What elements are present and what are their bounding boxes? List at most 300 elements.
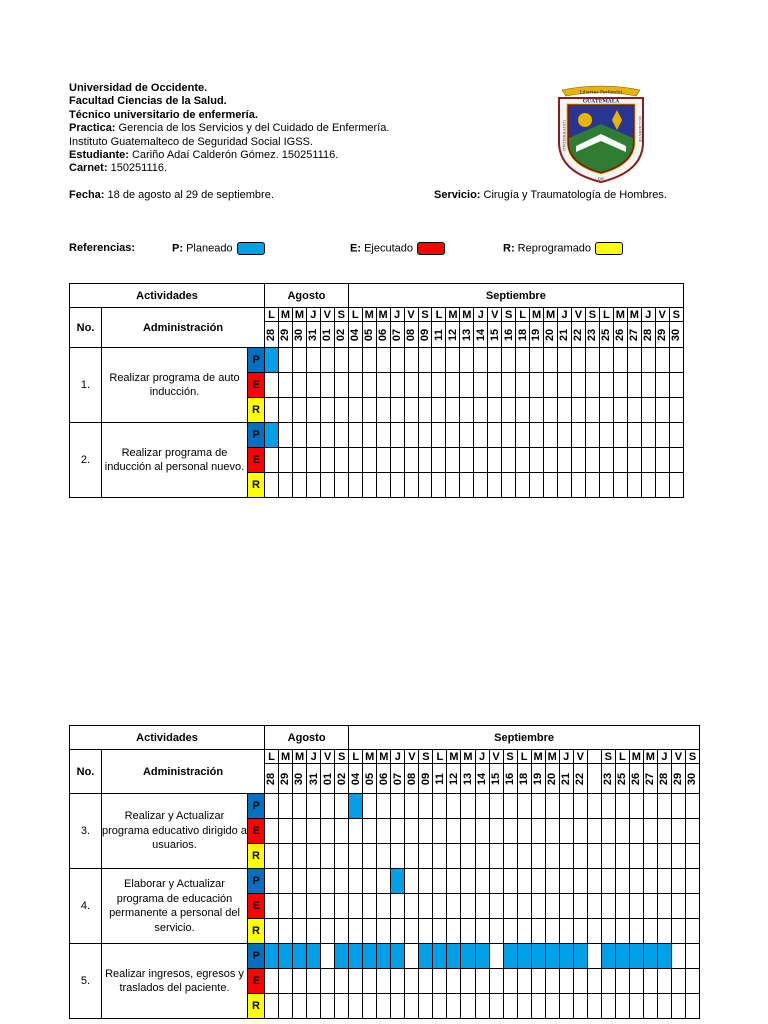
schedule-cell[interactable]: [573, 894, 587, 919]
schedule-cell[interactable]: [348, 348, 362, 373]
schedule-cell[interactable]: [657, 969, 671, 994]
schedule-cell[interactable]: [461, 919, 475, 944]
schedule-cell[interactable]: [419, 844, 433, 869]
schedule-cell[interactable]: [391, 894, 405, 919]
schedule-cell[interactable]: [615, 894, 629, 919]
schedule-cell[interactable]: [433, 944, 447, 969]
schedule-cell[interactable]: [641, 398, 655, 423]
schedule-cell[interactable]: [405, 969, 419, 994]
schedule-cell[interactable]: [405, 844, 419, 869]
schedule-cell[interactable]: [627, 398, 641, 423]
schedule-cell[interactable]: [516, 348, 530, 373]
schedule-cell[interactable]: [585, 448, 599, 473]
schedule-cell[interactable]: [489, 794, 503, 819]
schedule-cell[interactable]: [599, 373, 613, 398]
schedule-cell[interactable]: [447, 869, 461, 894]
schedule-cell[interactable]: [265, 969, 279, 994]
schedule-cell[interactable]: [321, 819, 335, 844]
schedule-cell[interactable]: [573, 969, 587, 994]
schedule-cell[interactable]: [349, 944, 363, 969]
schedule-cell[interactable]: [587, 844, 601, 869]
schedule-cell[interactable]: [545, 844, 559, 869]
schedule-cell[interactable]: [293, 794, 307, 819]
schedule-cell[interactable]: [404, 373, 418, 398]
schedule-cell[interactable]: [377, 844, 391, 869]
schedule-cell[interactable]: [432, 473, 446, 498]
schedule-cell[interactable]: [418, 373, 432, 398]
schedule-cell[interactable]: [559, 844, 573, 869]
schedule-cell[interactable]: [545, 969, 559, 994]
schedule-cell[interactable]: [376, 373, 390, 398]
schedule-cell[interactable]: [489, 844, 503, 869]
schedule-cell[interactable]: [643, 894, 657, 919]
schedule-cell[interactable]: [321, 844, 335, 869]
schedule-cell[interactable]: [559, 819, 573, 844]
schedule-cell[interactable]: [447, 919, 461, 944]
schedule-cell[interactable]: [587, 819, 601, 844]
schedule-cell[interactable]: [503, 819, 517, 844]
schedule-cell[interactable]: [613, 448, 627, 473]
schedule-cell[interactable]: [627, 448, 641, 473]
schedule-cell[interactable]: [391, 819, 405, 844]
schedule-cell[interactable]: [363, 994, 377, 1019]
schedule-cell[interactable]: [292, 348, 306, 373]
schedule-cell[interactable]: [278, 448, 292, 473]
schedule-cell[interactable]: [335, 969, 349, 994]
schedule-cell[interactable]: [587, 994, 601, 1019]
schedule-cell[interactable]: [587, 919, 601, 944]
schedule-cell[interactable]: [292, 473, 306, 498]
schedule-cell[interactable]: [278, 398, 292, 423]
schedule-cell[interactable]: [349, 844, 363, 869]
schedule-cell[interactable]: [475, 894, 489, 919]
schedule-cell[interactable]: [321, 869, 335, 894]
schedule-cell[interactable]: [362, 423, 376, 448]
schedule-cell[interactable]: [530, 473, 544, 498]
schedule-cell[interactable]: [474, 398, 488, 423]
schedule-cell[interactable]: [643, 994, 657, 1019]
schedule-cell[interactable]: [599, 448, 613, 473]
schedule-cell[interactable]: [390, 448, 404, 473]
schedule-cell[interactable]: [558, 473, 572, 498]
schedule-cell[interactable]: [460, 373, 474, 398]
schedule-cell[interactable]: [405, 994, 419, 1019]
schedule-cell[interactable]: [307, 969, 321, 994]
schedule-cell[interactable]: [503, 869, 517, 894]
schedule-cell[interactable]: [390, 473, 404, 498]
schedule-cell[interactable]: [419, 869, 433, 894]
schedule-cell[interactable]: [363, 969, 377, 994]
schedule-cell[interactable]: [627, 423, 641, 448]
schedule-cell[interactable]: [433, 994, 447, 1019]
schedule-cell[interactable]: [433, 894, 447, 919]
schedule-cell[interactable]: [460, 473, 474, 498]
schedule-cell[interactable]: [545, 869, 559, 894]
schedule-cell[interactable]: [488, 423, 502, 448]
schedule-cell[interactable]: [460, 348, 474, 373]
schedule-cell[interactable]: [615, 819, 629, 844]
schedule-cell[interactable]: [292, 398, 306, 423]
schedule-cell[interactable]: [377, 919, 391, 944]
schedule-cell[interactable]: [404, 348, 418, 373]
schedule-cell[interactable]: [489, 994, 503, 1019]
schedule-cell[interactable]: [279, 919, 293, 944]
schedule-cell[interactable]: [516, 373, 530, 398]
schedule-cell[interactable]: [559, 919, 573, 944]
schedule-cell[interactable]: [601, 869, 615, 894]
schedule-cell[interactable]: [572, 373, 586, 398]
schedule-cell[interactable]: [334, 448, 348, 473]
schedule-cell[interactable]: [572, 423, 586, 448]
schedule-cell[interactable]: [461, 869, 475, 894]
schedule-cell[interactable]: [544, 473, 558, 498]
schedule-cell[interactable]: [544, 398, 558, 423]
schedule-cell[interactable]: [278, 473, 292, 498]
schedule-cell[interactable]: [685, 944, 699, 969]
schedule-cell[interactable]: [559, 794, 573, 819]
schedule-cell[interactable]: [460, 398, 474, 423]
schedule-cell[interactable]: [530, 448, 544, 473]
schedule-cell[interactable]: [363, 944, 377, 969]
schedule-cell[interactable]: [627, 373, 641, 398]
schedule-cell[interactable]: [307, 869, 321, 894]
schedule-cell[interactable]: [265, 373, 279, 398]
schedule-cell[interactable]: [292, 373, 306, 398]
schedule-cell[interactable]: [335, 919, 349, 944]
schedule-cell[interactable]: [474, 348, 488, 373]
schedule-cell[interactable]: [685, 844, 699, 869]
schedule-cell[interactable]: [306, 473, 320, 498]
schedule-cell[interactable]: [306, 398, 320, 423]
schedule-cell[interactable]: [475, 919, 489, 944]
schedule-cell[interactable]: [671, 919, 685, 944]
schedule-cell[interactable]: [489, 969, 503, 994]
schedule-cell[interactable]: [671, 819, 685, 844]
schedule-cell[interactable]: [390, 423, 404, 448]
schedule-cell[interactable]: [544, 423, 558, 448]
schedule-cell[interactable]: [544, 448, 558, 473]
schedule-cell[interactable]: [363, 869, 377, 894]
schedule-cell[interactable]: [503, 894, 517, 919]
schedule-cell[interactable]: [517, 819, 531, 844]
schedule-cell[interactable]: [572, 348, 586, 373]
schedule-cell[interactable]: [671, 894, 685, 919]
schedule-cell[interactable]: [432, 423, 446, 448]
schedule-cell[interactable]: [599, 423, 613, 448]
schedule-cell[interactable]: [601, 969, 615, 994]
schedule-cell[interactable]: [627, 473, 641, 498]
schedule-cell[interactable]: [629, 969, 643, 994]
schedule-cell[interactable]: [293, 944, 307, 969]
schedule-cell[interactable]: [475, 819, 489, 844]
schedule-cell[interactable]: [517, 994, 531, 1019]
schedule-cell[interactable]: [390, 348, 404, 373]
schedule-cell[interactable]: [671, 969, 685, 994]
schedule-cell[interactable]: [320, 473, 334, 498]
schedule-cell[interactable]: [615, 994, 629, 1019]
schedule-cell[interactable]: [531, 844, 545, 869]
schedule-cell[interactable]: [377, 969, 391, 994]
schedule-cell[interactable]: [572, 473, 586, 498]
schedule-cell[interactable]: [376, 398, 390, 423]
schedule-cell[interactable]: [517, 894, 531, 919]
schedule-cell[interactable]: [279, 819, 293, 844]
schedule-cell[interactable]: [293, 894, 307, 919]
schedule-cell[interactable]: [419, 969, 433, 994]
schedule-cell[interactable]: [545, 944, 559, 969]
schedule-cell[interactable]: [558, 398, 572, 423]
schedule-cell[interactable]: [517, 869, 531, 894]
schedule-cell[interactable]: [461, 969, 475, 994]
schedule-cell[interactable]: [321, 794, 335, 819]
schedule-cell[interactable]: [391, 969, 405, 994]
schedule-cell[interactable]: [530, 348, 544, 373]
schedule-cell[interactable]: [488, 348, 502, 373]
schedule-cell[interactable]: [587, 794, 601, 819]
schedule-cell[interactable]: [503, 794, 517, 819]
schedule-cell[interactable]: [502, 473, 516, 498]
schedule-cell[interactable]: [404, 473, 418, 498]
schedule-cell[interactable]: [278, 348, 292, 373]
schedule-cell[interactable]: [559, 869, 573, 894]
schedule-cell[interactable]: [502, 448, 516, 473]
schedule-cell[interactable]: [265, 348, 279, 373]
schedule-cell[interactable]: [669, 398, 683, 423]
schedule-cell[interactable]: [615, 844, 629, 869]
schedule-cell[interactable]: [447, 944, 461, 969]
schedule-cell[interactable]: [405, 944, 419, 969]
schedule-cell[interactable]: [474, 473, 488, 498]
schedule-cell[interactable]: [279, 869, 293, 894]
schedule-cell[interactable]: [573, 869, 587, 894]
schedule-cell[interactable]: [669, 348, 683, 373]
schedule-cell[interactable]: [307, 794, 321, 819]
schedule-cell[interactable]: [307, 844, 321, 869]
schedule-cell[interactable]: [377, 869, 391, 894]
schedule-cell[interactable]: [447, 894, 461, 919]
schedule-cell[interactable]: [348, 448, 362, 473]
schedule-cell[interactable]: [391, 869, 405, 894]
schedule-cell[interactable]: [363, 819, 377, 844]
schedule-cell[interactable]: [601, 819, 615, 844]
schedule-cell[interactable]: [601, 994, 615, 1019]
schedule-cell[interactable]: [265, 819, 279, 844]
schedule-cell[interactable]: [461, 944, 475, 969]
schedule-cell[interactable]: [418, 473, 432, 498]
schedule-cell[interactable]: [447, 969, 461, 994]
schedule-cell[interactable]: [530, 398, 544, 423]
schedule-cell[interactable]: [489, 919, 503, 944]
schedule-cell[interactable]: [641, 448, 655, 473]
schedule-cell[interactable]: [615, 794, 629, 819]
schedule-cell[interactable]: [279, 969, 293, 994]
schedule-cell[interactable]: [613, 373, 627, 398]
schedule-cell[interactable]: [279, 794, 293, 819]
schedule-cell[interactable]: [559, 969, 573, 994]
schedule-cell[interactable]: [433, 919, 447, 944]
schedule-cell[interactable]: [278, 423, 292, 448]
schedule-cell[interactable]: [503, 969, 517, 994]
schedule-cell[interactable]: [432, 448, 446, 473]
schedule-cell[interactable]: [321, 894, 335, 919]
schedule-cell[interactable]: [573, 794, 587, 819]
schedule-cell[interactable]: [265, 919, 279, 944]
schedule-cell[interactable]: [641, 373, 655, 398]
schedule-cell[interactable]: [475, 794, 489, 819]
schedule-cell[interactable]: [558, 423, 572, 448]
schedule-cell[interactable]: [545, 894, 559, 919]
schedule-cell[interactable]: [418, 448, 432, 473]
schedule-cell[interactable]: [599, 348, 613, 373]
schedule-cell[interactable]: [363, 794, 377, 819]
schedule-cell[interactable]: [685, 869, 699, 894]
schedule-cell[interactable]: [685, 994, 699, 1019]
schedule-cell[interactable]: [320, 448, 334, 473]
schedule-cell[interactable]: [446, 473, 460, 498]
schedule-cell[interactable]: [613, 348, 627, 373]
schedule-cell[interactable]: [376, 423, 390, 448]
schedule-cell[interactable]: [669, 373, 683, 398]
schedule-cell[interactable]: [460, 448, 474, 473]
schedule-cell[interactable]: [531, 969, 545, 994]
schedule-cell[interactable]: [585, 423, 599, 448]
schedule-cell[interactable]: [655, 398, 669, 423]
schedule-cell[interactable]: [671, 944, 685, 969]
schedule-cell[interactable]: [293, 844, 307, 869]
schedule-cell[interactable]: [641, 423, 655, 448]
schedule-cell[interactable]: [613, 398, 627, 423]
schedule-cell[interactable]: [363, 919, 377, 944]
schedule-cell[interactable]: [475, 869, 489, 894]
schedule-cell[interactable]: [643, 919, 657, 944]
schedule-cell[interactable]: [488, 448, 502, 473]
schedule-cell[interactable]: [601, 944, 615, 969]
schedule-cell[interactable]: [279, 944, 293, 969]
schedule-cell[interactable]: [629, 869, 643, 894]
schedule-cell[interactable]: [615, 869, 629, 894]
schedule-cell[interactable]: [307, 919, 321, 944]
schedule-cell[interactable]: [489, 944, 503, 969]
schedule-cell[interactable]: [517, 844, 531, 869]
schedule-cell[interactable]: [474, 373, 488, 398]
schedule-cell[interactable]: [643, 844, 657, 869]
schedule-cell[interactable]: [265, 869, 279, 894]
schedule-cell[interactable]: [587, 894, 601, 919]
schedule-cell[interactable]: [531, 819, 545, 844]
schedule-cell[interactable]: [377, 794, 391, 819]
schedule-cell[interactable]: [685, 919, 699, 944]
schedule-cell[interactable]: [489, 869, 503, 894]
schedule-cell[interactable]: [433, 819, 447, 844]
schedule-cell[interactable]: [585, 348, 599, 373]
schedule-cell[interactable]: [433, 794, 447, 819]
schedule-cell[interactable]: [446, 448, 460, 473]
schedule-cell[interactable]: [558, 448, 572, 473]
schedule-cell[interactable]: [377, 944, 391, 969]
schedule-cell[interactable]: [559, 994, 573, 1019]
schedule-cell[interactable]: [629, 894, 643, 919]
schedule-cell[interactable]: [531, 869, 545, 894]
schedule-cell[interactable]: [432, 373, 446, 398]
schedule-cell[interactable]: [279, 844, 293, 869]
schedule-cell[interactable]: [643, 969, 657, 994]
schedule-cell[interactable]: [544, 348, 558, 373]
schedule-cell[interactable]: [572, 398, 586, 423]
schedule-cell[interactable]: [613, 473, 627, 498]
schedule-cell[interactable]: [657, 944, 671, 969]
schedule-cell[interactable]: [475, 844, 489, 869]
schedule-cell[interactable]: [320, 348, 334, 373]
schedule-cell[interactable]: [516, 473, 530, 498]
schedule-cell[interactable]: [657, 919, 671, 944]
schedule-cell[interactable]: [334, 373, 348, 398]
schedule-cell[interactable]: [433, 869, 447, 894]
schedule-cell[interactable]: [446, 348, 460, 373]
schedule-cell[interactable]: [671, 869, 685, 894]
schedule-cell[interactable]: [419, 894, 433, 919]
schedule-cell[interactable]: [335, 944, 349, 969]
schedule-cell[interactable]: [573, 844, 587, 869]
schedule-cell[interactable]: [685, 819, 699, 844]
schedule-cell[interactable]: [601, 919, 615, 944]
schedule-cell[interactable]: [419, 819, 433, 844]
schedule-cell[interactable]: [629, 919, 643, 944]
schedule-cell[interactable]: [292, 448, 306, 473]
schedule-cell[interactable]: [641, 473, 655, 498]
schedule-cell[interactable]: [320, 398, 334, 423]
schedule-cell[interactable]: [433, 969, 447, 994]
schedule-cell[interactable]: [335, 819, 349, 844]
schedule-cell[interactable]: [599, 473, 613, 498]
schedule-cell[interactable]: [685, 894, 699, 919]
schedule-cell[interactable]: [558, 373, 572, 398]
schedule-cell[interactable]: [265, 894, 279, 919]
schedule-cell[interactable]: [418, 348, 432, 373]
schedule-cell[interactable]: [348, 398, 362, 423]
schedule-cell[interactable]: [404, 398, 418, 423]
schedule-cell[interactable]: [390, 373, 404, 398]
schedule-cell[interactable]: [307, 944, 321, 969]
schedule-cell[interactable]: [405, 919, 419, 944]
schedule-cell[interactable]: [376, 448, 390, 473]
schedule-cell[interactable]: [306, 423, 320, 448]
schedule-cell[interactable]: [559, 894, 573, 919]
schedule-cell[interactable]: [292, 423, 306, 448]
schedule-cell[interactable]: [293, 969, 307, 994]
schedule-cell[interactable]: [461, 844, 475, 869]
schedule-cell[interactable]: [517, 794, 531, 819]
schedule-cell[interactable]: [419, 919, 433, 944]
schedule-cell[interactable]: [265, 448, 279, 473]
schedule-cell[interactable]: [489, 894, 503, 919]
schedule-cell[interactable]: [643, 819, 657, 844]
schedule-cell[interactable]: [671, 994, 685, 1019]
schedule-cell[interactable]: [655, 448, 669, 473]
schedule-cell[interactable]: [643, 869, 657, 894]
schedule-cell[interactable]: [601, 794, 615, 819]
schedule-cell[interactable]: [488, 473, 502, 498]
schedule-cell[interactable]: [657, 894, 671, 919]
schedule-cell[interactable]: [531, 794, 545, 819]
schedule-cell[interactable]: [348, 423, 362, 448]
schedule-cell[interactable]: [517, 919, 531, 944]
schedule-cell[interactable]: [278, 373, 292, 398]
schedule-cell[interactable]: [655, 473, 669, 498]
schedule-cell[interactable]: [321, 919, 335, 944]
schedule-cell[interactable]: [307, 819, 321, 844]
schedule-cell[interactable]: [643, 944, 657, 969]
schedule-cell[interactable]: [334, 423, 348, 448]
